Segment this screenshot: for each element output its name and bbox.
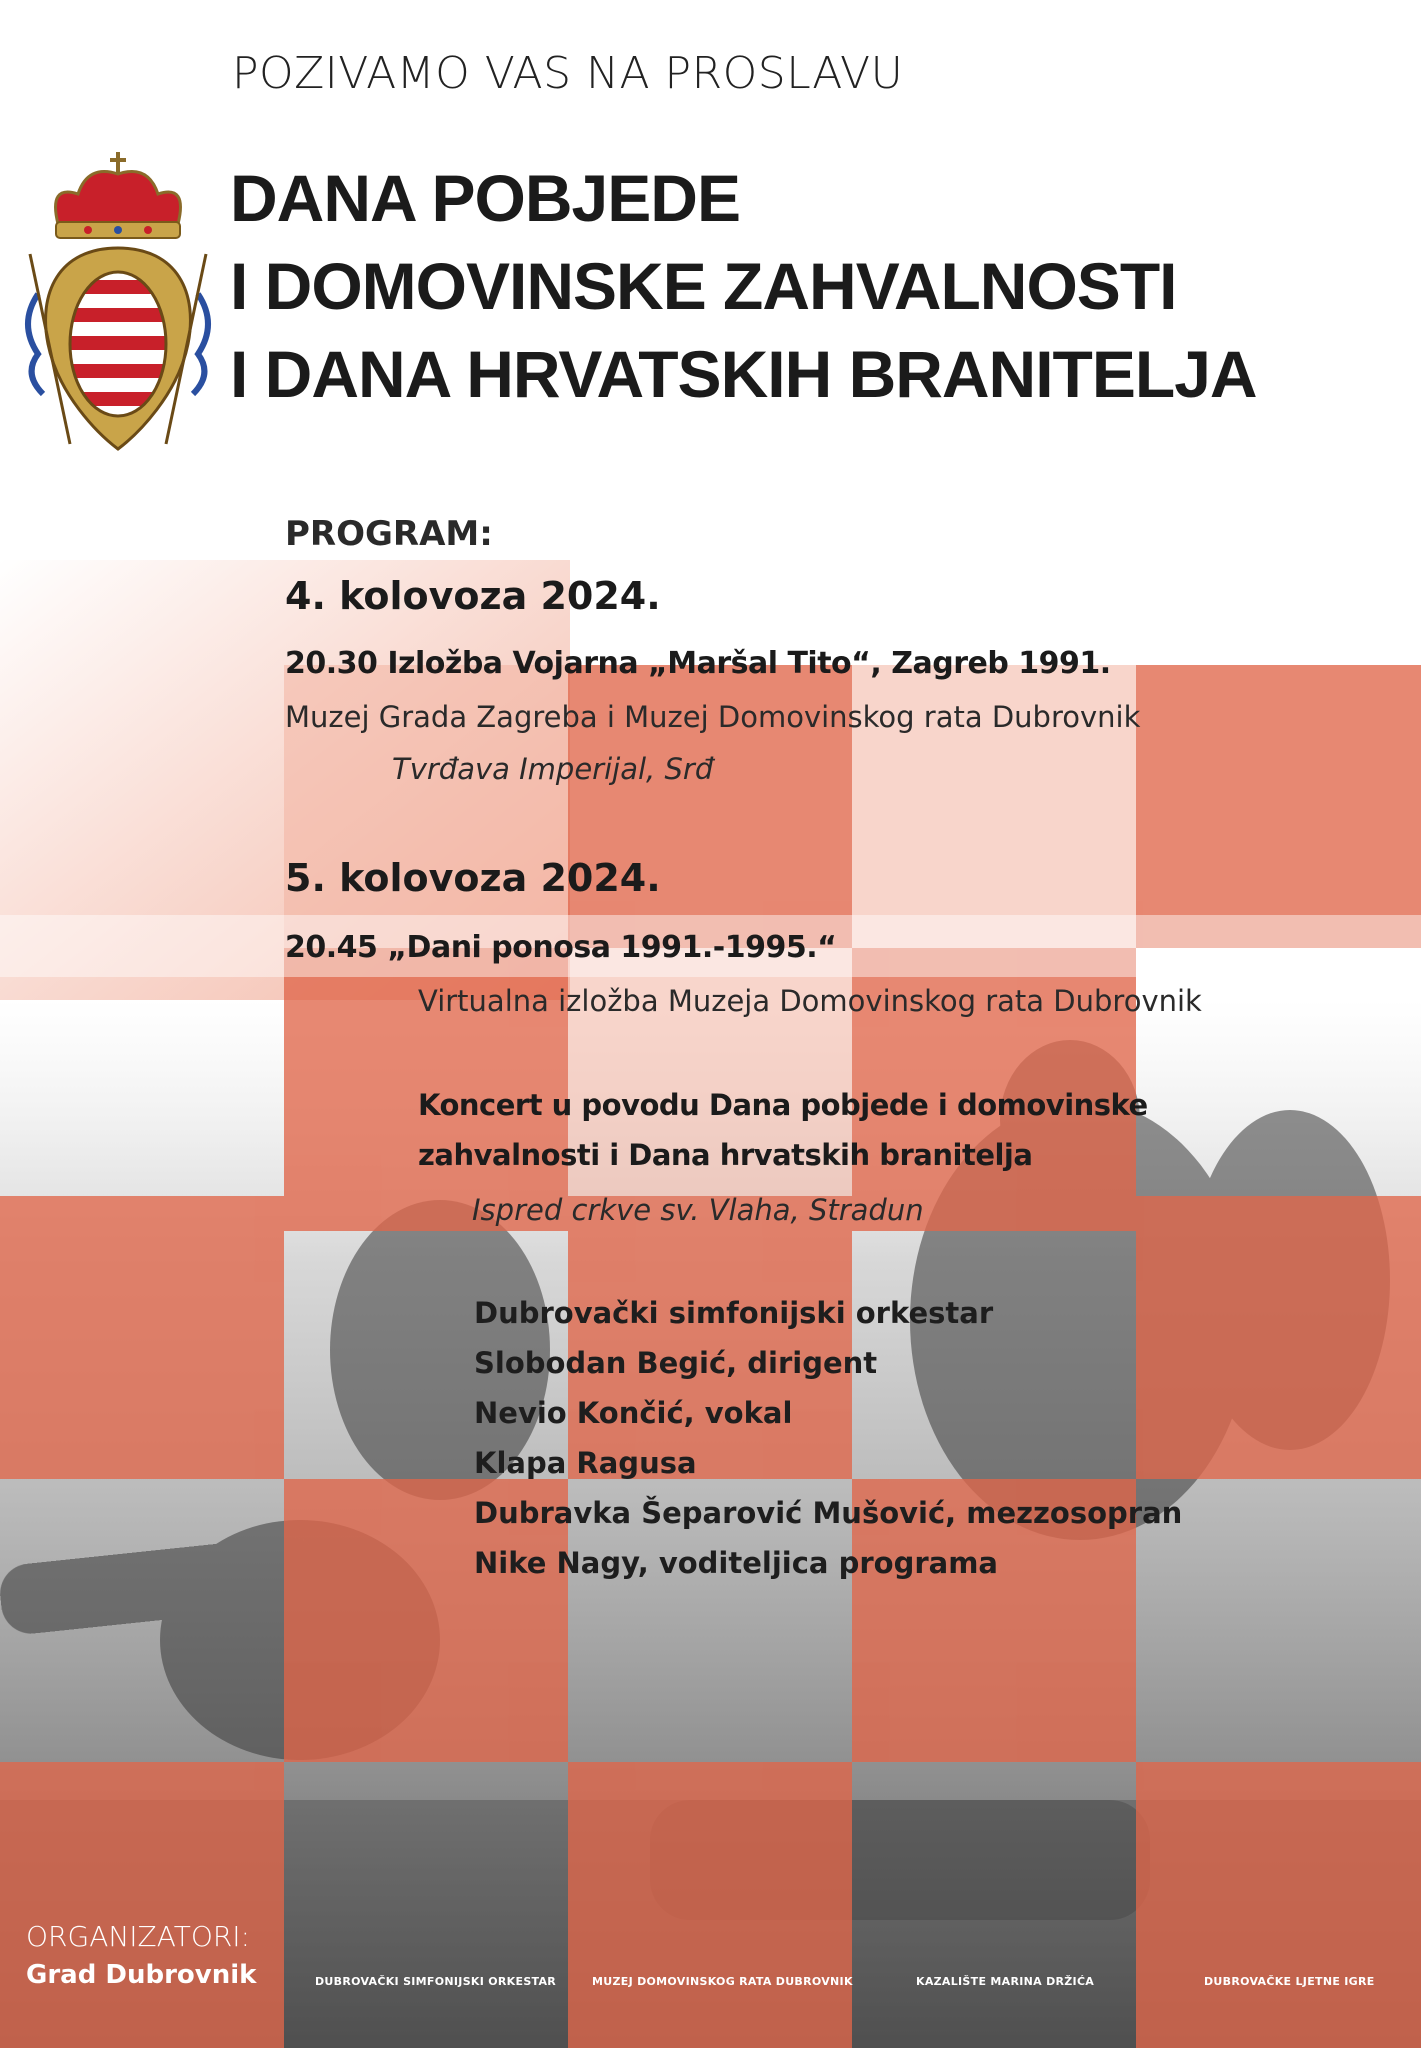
- day2-date: 5. kolovoza 2024.: [285, 856, 661, 900]
- organizer-name: Grad Dubrovnik: [26, 1960, 257, 1990]
- day1-date: 4. kolovoza 2024.: [285, 574, 661, 618]
- concert-line-1: Koncert u povodu Dana pobjede i domovinske: [418, 1088, 1148, 1122]
- performer-item: Dubrovački simfonijski orkestar: [474, 1296, 994, 1330]
- partner-logo-text: KAZALIŠTE MARINA DRŽIĆA: [916, 1975, 1095, 1988]
- concert-line-2: zahvalnosti i Dana hrvatskih branitelja: [418, 1138, 1033, 1172]
- partner-logo-text: DUBROVAČKE LJETNE IGRE: [1204, 1975, 1375, 1988]
- performer-item: Nevio Končić, vokal: [474, 1396, 793, 1430]
- title-line-1: DANA POBJEDE: [230, 161, 740, 235]
- performer-item: Dubravka Šeparović Mušović, mezzosopran: [474, 1496, 1183, 1530]
- crown-icon: [56, 152, 181, 238]
- partner-logo-text: MUZEJ DOMOVINSKOG RATA DUBROVNIK: [592, 1975, 853, 1988]
- title-line-3: I DANA HRVATSKIH BRANITELJA: [230, 337, 1257, 411]
- performer-item: Slobodan Begić, dirigent: [474, 1346, 878, 1380]
- program-label: PROGRAM:: [285, 514, 493, 554]
- day1-event: 20.30 Izložba Vojarna „Maršal Tito“, Zagreb 1991.: [285, 646, 1111, 681]
- partner-logo-text: DUBROVAČKI SIMFONIJSKI ORKESTAR: [315, 1975, 557, 1988]
- day2-event: 20.45 „Dani ponosa 1991.-1995.“: [285, 930, 837, 965]
- concert-location: Ispred crkve sv. Vlaha, Stradun: [472, 1193, 924, 1227]
- performer-item: Nike Nagy, voditeljica programa: [474, 1546, 998, 1580]
- title-line-2: I DOMOVINSKE ZAHVALNOSTI: [230, 249, 1177, 323]
- day1-organizers: Muzej Grada Zagreba i Muzej Domovinskog rata Dubrovnik: [285, 700, 1141, 734]
- day2-event-desc: Virtualna izložba Muzeja Domovinskog rata Dubrovnik: [418, 984, 1202, 1018]
- day1-location: Tvrđava Imperijal, Srđ: [392, 752, 714, 786]
- coat-of-arms-logo: [18, 144, 218, 456]
- invitation-line: POZIVAMO VAS NA PROSLAVU: [232, 48, 904, 99]
- organizers-label: ORGANIZATORI:: [26, 1920, 250, 1953]
- performer-item: Klapa Ragusa: [474, 1446, 697, 1480]
